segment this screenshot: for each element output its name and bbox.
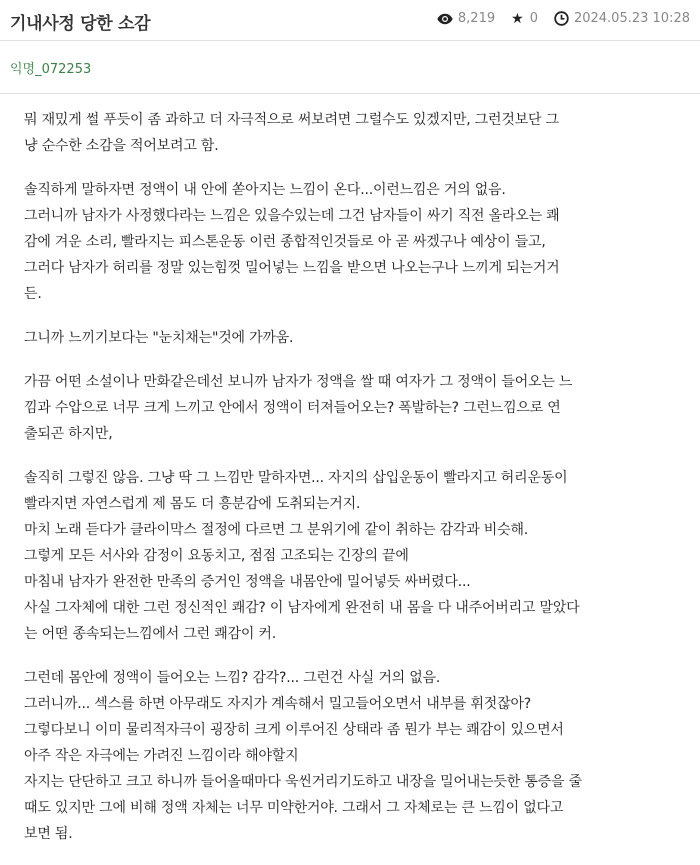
body-line: 보면 됨.	[24, 826, 73, 842]
view-count	[437, 11, 495, 26]
body-line: 아주 작은 자극에는 가려진 느낌이라 해야할지	[24, 748, 299, 764]
body-line: 마침내 남자가 완전한 만족의 증거인 정액을 내몸안에 밀어넣듯 싸버렸다...	[24, 574, 471, 590]
body-paragraph	[24, 665, 674, 847]
body-line: 마치 노래 듣다가 클라이막스 절정에 다르면 그 분위기에 같이 취하는 감각과 비슷해.	[24, 522, 529, 538]
star-icon: ★	[511, 10, 524, 27]
eye-icon	[437, 13, 453, 25]
body-line: 가끔 어떤 소설이나 만화같은데선 보니까 남자가 정액을 쌀 때 여자가 그 정액이 들어오는 느	[24, 374, 573, 390]
post-date	[554, 11, 690, 26]
body-line: 출되곤 하지만,	[24, 426, 113, 442]
body-line: 낌과 수압으로 너무 크게 느끼고 안에서 정액이 터져들어오는? 폭발하는? 그런느낌으로 연	[24, 400, 561, 416]
body-line: 그러니까... 섹스를 하면 아무래도 자지가 계속해서 밀고들어오면서 내부를 휘젓잖아?	[24, 696, 531, 712]
clock-icon	[554, 11, 569, 26]
body-line: 자지는 단단하고 크고 하니까 들어올때마다 욱씬거리기도하고 내장을 밀어내는듯한 통증을 줄	[24, 774, 582, 790]
body-paragraph	[24, 107, 674, 159]
author-name[interactable]: 익명_072253	[10, 62, 92, 77]
body-line: 그렇게 모든 서사와 감정이 요동치고, 점점 고조되는 긴장의 끝에	[24, 548, 409, 564]
body-line: 빨라지면 자연스럽게 제 몸도 더 흥분감에 도취되는거지.	[24, 496, 361, 512]
body-line: 솔직히 그렇진 않음. 그냥 딱 그 느낌만 말하자면... 자지의 삽입운동이 빨라지고 허리운동이	[24, 470, 568, 486]
body-line: 그러다 남자가 허리를 정말 있는힘껏 밀어넣는 느낌을 받으면 나오는구나 느끼게 되는거거	[24, 260, 560, 276]
star-count	[511, 11, 538, 26]
star-count-value: 0	[529, 11, 538, 26]
body-line: 그런데 몸안에 정액이 들어오는 느낌? 감각?... 그런건 사실 거의 없음.	[24, 670, 441, 686]
body-line: 는 어떤 종속되는느낌에서 그런 쾌감이 커.	[24, 626, 277, 642]
body-line: 솔직하게 말하자면 정액이 내 안에 쏟아지는 느낌이 온다...이런느낌은 거의 없음.	[24, 182, 506, 198]
post-header	[0, 0, 700, 41]
body-line: 든.	[24, 286, 42, 302]
post-meta	[437, 11, 690, 26]
post-title: 기내사정 당한 소감	[10, 14, 151, 34]
body-line: 그렇다보니 이미 물리적자극이 굉장히 크게 이루어진 상태라 좀 뭔가 부는 쾌감이 있으면서	[24, 722, 564, 738]
body-line: 뭐 재밌게 썰 푸듯이 좀 과하고 더 자극적으로 써보려면 그럴수도 있겠지만, 그런것보단 그	[24, 112, 559, 128]
view-count-value: 8,219	[457, 11, 496, 26]
body-line: 냥 순수한 소감을 적어보려고 함.	[24, 138, 219, 154]
body-line: 그러니까 남자가 사정했다라는 느낌은 있을수있는데 그건 남자들이 싸기 직전 올라오는 쾌	[24, 208, 560, 224]
body-paragraph	[24, 325, 674, 351]
author-row	[0, 41, 700, 94]
body-paragraph	[24, 465, 674, 647]
post-date-value: 2024.05.23 10:28	[573, 11, 690, 26]
body-paragraph	[24, 369, 674, 447]
body-line: 감에 겨운 소리, 빨라지는 피스톤운동 이런 종합적인것들로 아 곧 싸겠구나 예상이 들고,	[24, 234, 546, 250]
post-body	[24, 107, 674, 865]
body-line: 그니까 느끼기보다는 "눈치채는"것에 가까움.	[24, 330, 294, 346]
body-paragraph	[24, 177, 674, 307]
body-line: 사실 그자체에 대한 그런 정신적인 쾌감? 이 남자에게 완전히 내 몸을 다 내주어버리고 말았다	[24, 600, 580, 616]
body-line: 때도 있지만 그에 비해 정액 자체는 너무 미약한거야. 그래서 그 자체로는 큰 느낌이 없다고	[24, 800, 564, 816]
